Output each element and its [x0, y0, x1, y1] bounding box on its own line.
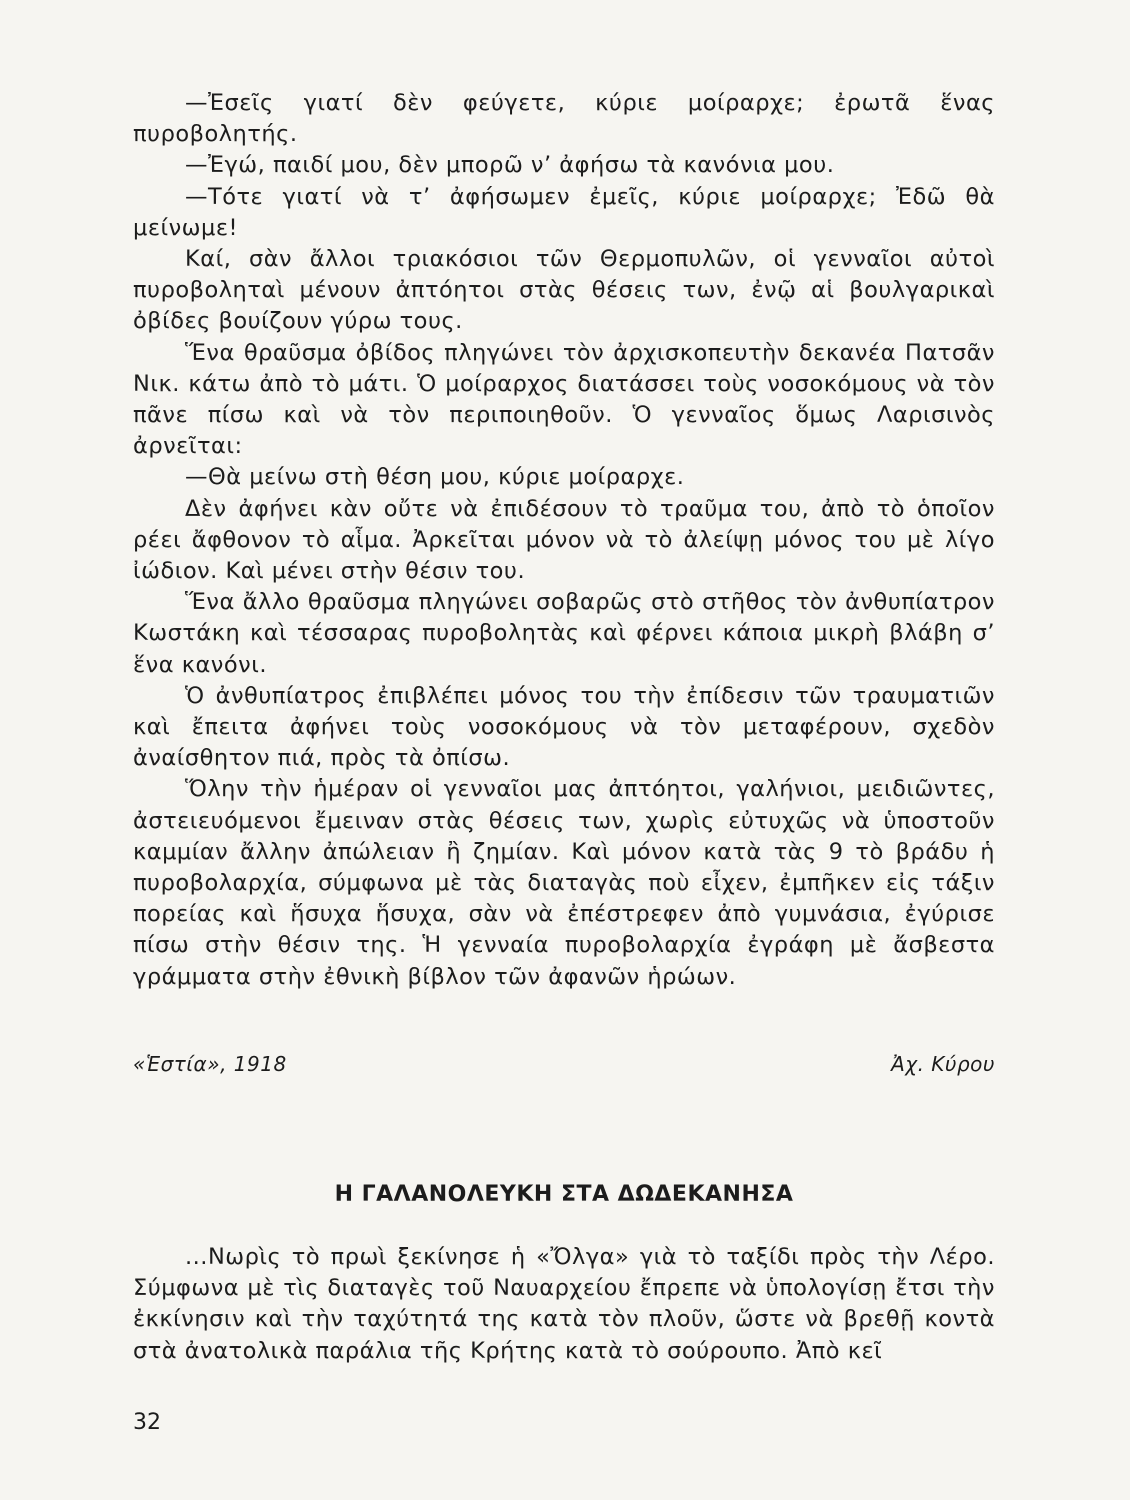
article-body	[133, 88, 995, 993]
paragraph: —Ἐσεῖς γιατί δὲν φεύγετε, κύριε μοίραρχε; ἐρωτᾶ ἕνας πυροβολητής.	[133, 90, 995, 148]
paragraph: ...Νωρὶς τὸ πρωὶ ξεκίνησε ἡ «Ὄλγα» γιὰ τὸ ταξίδι πρὸς τὴν Λέρο. Σύμφωνα μὲ τὶς διαταγὲς τοῦ Ναυαρχείου ἔπρεπε νὰ ὑπολογίσῃ ἔτσι τὴν ἐκκίνησιν καὶ τὴν ταχύτητά της κατὰ τὸν πλοῦν, ὥστε νὰ βρεθῇ κοντὰ στὰ ἀνατολικὰ παράλια τῆς Κρήτης κατὰ τὸ σούρουπο. Ἀπὸ κεῖ	[133, 1244, 995, 1364]
author-name: Ἀχ. Κύρου	[891, 1052, 995, 1076]
paragraph: Ἕνα θραῦσμα ὀβίδος πληγώνει τὸν ἀρχισκοπευτὴν δεκανέα Πατσᾶν Νικ. κάτω ἀπὸ τὸ μάτι. Ὁ μοίραρχος διατάσσει τοὺς νοσοκόμους νὰ τὸν πᾶνε πίσω καὶ νὰ τὸν περιποιηθοῦν. Ὁ γενναῖος ὅμως Λαρισινὸς ἀρνεῖται:	[133, 339, 995, 460]
paragraph: —Τότε γιατί νὰ τ’ ἀφήσωμεν ἐμεῖς, κύριε μοίραρχε; Ἐδῶ θὰ μείνωμε!	[133, 183, 995, 241]
paragraph: Δὲν ἀφήνει κὰν οὔτε νὰ ἐπιδέσουν τὸ τραῦμα του, ἀπὸ τὸ ὁποῖον ρέει ἄφθονον τὸ αἷμα. Ἀρκεῖται μόνον νὰ τὸ ἀλείψῃ μόνος του μὲ λίγο ἰώδιον. Καὶ μένει στὴν θέσιν του.	[133, 495, 995, 585]
source-citation: «Ἑστία», 1918	[133, 1052, 287, 1076]
paragraph: Ὅλην τὴν ἡμέραν οἱ γενναῖοι μας ἀπτόητοι, γαλήνιοι, μειδιῶντες, ἀστειευόμενοι ἔμειναν στὰς θέσεις των, χωρὶς εὐτυχῶς νὰ ὑποστοῦν καμμίαν ἄλλην ἀπώλειαν ἢ ζημίαν. Καὶ μόνον κατὰ τὰς 9 τὸ βράδυ ἡ πυροβολαρχία, σύμφωνα μὲ τὰς διαταγὰς ποὺ εἶχεν, ἐμπῆκεν εἰς τάξιν πορείας καὶ ἥσυχα ἥσυχα, σὰν νὰ ἐπέστρεφεν ἀπὸ γυμνάσια, ἐγύρισε πίσω στὴν θέσιν της. Ἡ γενναία πυροβολαρχία ἐγράφη μὲ ἄσβεστα γράμματα στὴν ἐθνικὴ βίβλον τῶν ἀφανῶν ἡρώων.	[133, 776, 995, 990]
page-number: 32	[133, 1410, 161, 1435]
paragraph: Ὁ ἀνθυπίατρος ἐπιβλέπει μόνος του τὴν ἐπίδεσιν τῶν τραυματιῶν καὶ ἔπειτα ἀφήνει τοὺς νοσοκόμους νὰ τὸν μεταφέρουν, σχεδὸν ἀναίσθητον πιά, πρὸς τὰ ὀπίσω.	[133, 682, 995, 772]
paragraph: —Θὰ μείνω στὴ θέση μου, κύριε μοίραρχε.	[185, 464, 685, 491]
paragraph: Καί, σὰν ἄλλοι τριακόσιοι τῶν Θερμοπυλῶν, οἱ γενναῖοι αὐτοὶ πυροβοληταὶ μένουν ἀπτόητοι στὰς θέσεις των, ἐνῷ αἱ βουλγαρικαὶ ὀβίδες βουίζουν γύρω τους.	[133, 246, 995, 335]
paragraph: —Ἐγώ, παιδί μου, δὲν μπορῶ ν’ ἀφήσω τὰ κανόνια μου.	[185, 152, 835, 179]
attribution-row	[133, 1052, 995, 1076]
paragraph: Ἕνα ἄλλο θραῦσμα πληγώνει σοβαρῶς στὸ στῆθος τὸν ἀνθυπίατρον Κωστάκη καὶ τέσσαρας πυροβολητὰς καὶ φέρνει κάποια μικρὴ βλάβη σ’ ἕνα κανόνι.	[133, 589, 995, 678]
section-title: Η ΓΑΛΑΝΟΛΕΥΚΗ ΣΤΑ ΔΩΔΕΚΑΝΗΣΑ	[334, 1182, 794, 1207]
article-body-2	[133, 1242, 995, 1367]
